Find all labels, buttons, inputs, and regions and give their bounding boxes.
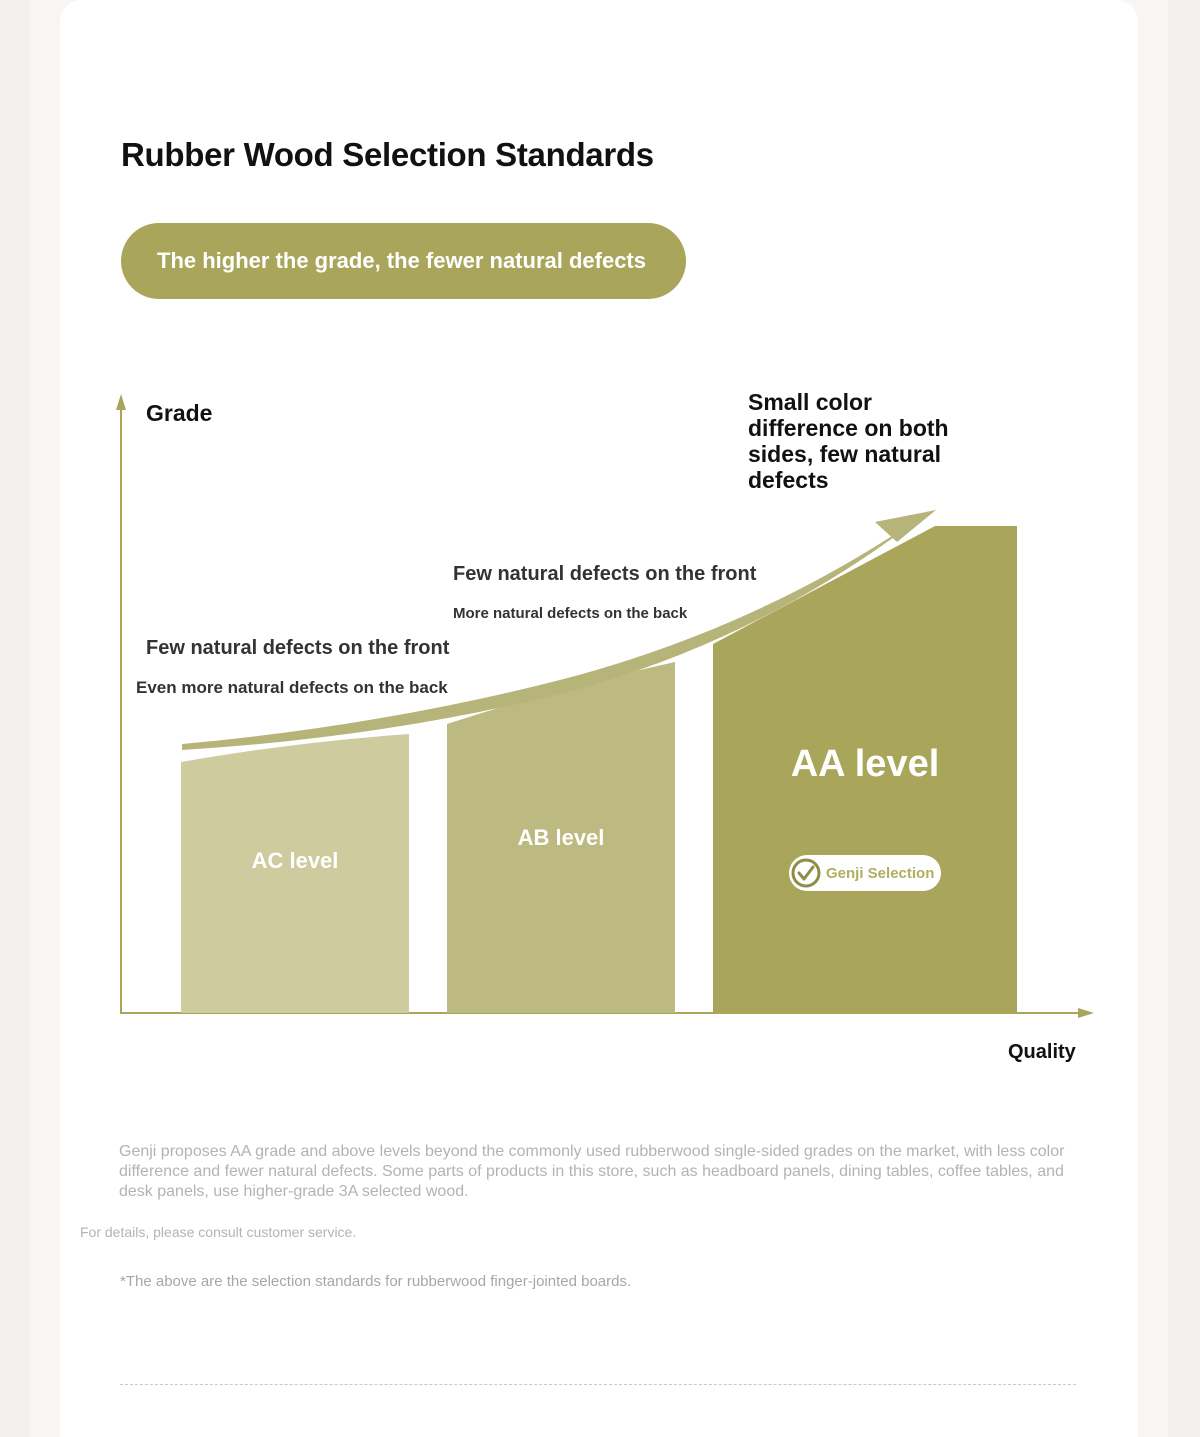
annotation-ac-back: Even more natural defects on the back <box>136 678 448 697</box>
description-text: Genji proposes AA grade and above levels beyond the commonly used rubberwood single-sided grades on the market, with less color difference and fewer natural defects. Some parts of products in this store, such as headboard panels, dining tables, coffee tables, and desk panels, use higher-grade 3A selected wood. <box>119 1143 1065 1200</box>
annotation-aa-line-2: difference on both <box>748 415 949 441</box>
bar-label-ab: AB level <box>517 825 605 850</box>
annotation-aa-line-4: defects <box>748 467 829 493</box>
annotation-ab-front: Few natural defects on the front <box>453 563 757 585</box>
y-axis-arrowhead <box>116 394 126 410</box>
annotation-ac-front: Few natural defects on the front <box>146 637 450 659</box>
x-axis-label: Quality <box>1008 1041 1076 1063</box>
dashed-divider <box>120 1384 1076 1385</box>
bar-label-aa: AA level <box>790 743 940 785</box>
annotation-ab-back: More natural defects on the back <box>453 605 688 622</box>
subtitle-text: The higher the grade, the fewer natural defects <box>157 248 646 273</box>
consult-note: For details, please consult customer service. <box>80 1224 357 1240</box>
footnote: *The above are the selection standards for rubberwood finger-jointed boards. <box>120 1273 632 1290</box>
badge-text: Genji Selection <box>826 865 935 882</box>
page-title: Rubber Wood Selection Standards <box>121 136 654 173</box>
annotation-aa <box>748 389 949 493</box>
x-axis-arrowhead <box>1078 1008 1094 1018</box>
bar-ac-level <box>181 734 409 1013</box>
annotation-aa-line-3: sides, few natural <box>748 441 942 467</box>
y-axis-label: Grade <box>146 400 213 426</box>
annotation-aa-line-1: Small color <box>748 389 872 415</box>
bar-label-ac: AC level <box>251 848 339 873</box>
genji-selection-badge <box>789 855 941 891</box>
